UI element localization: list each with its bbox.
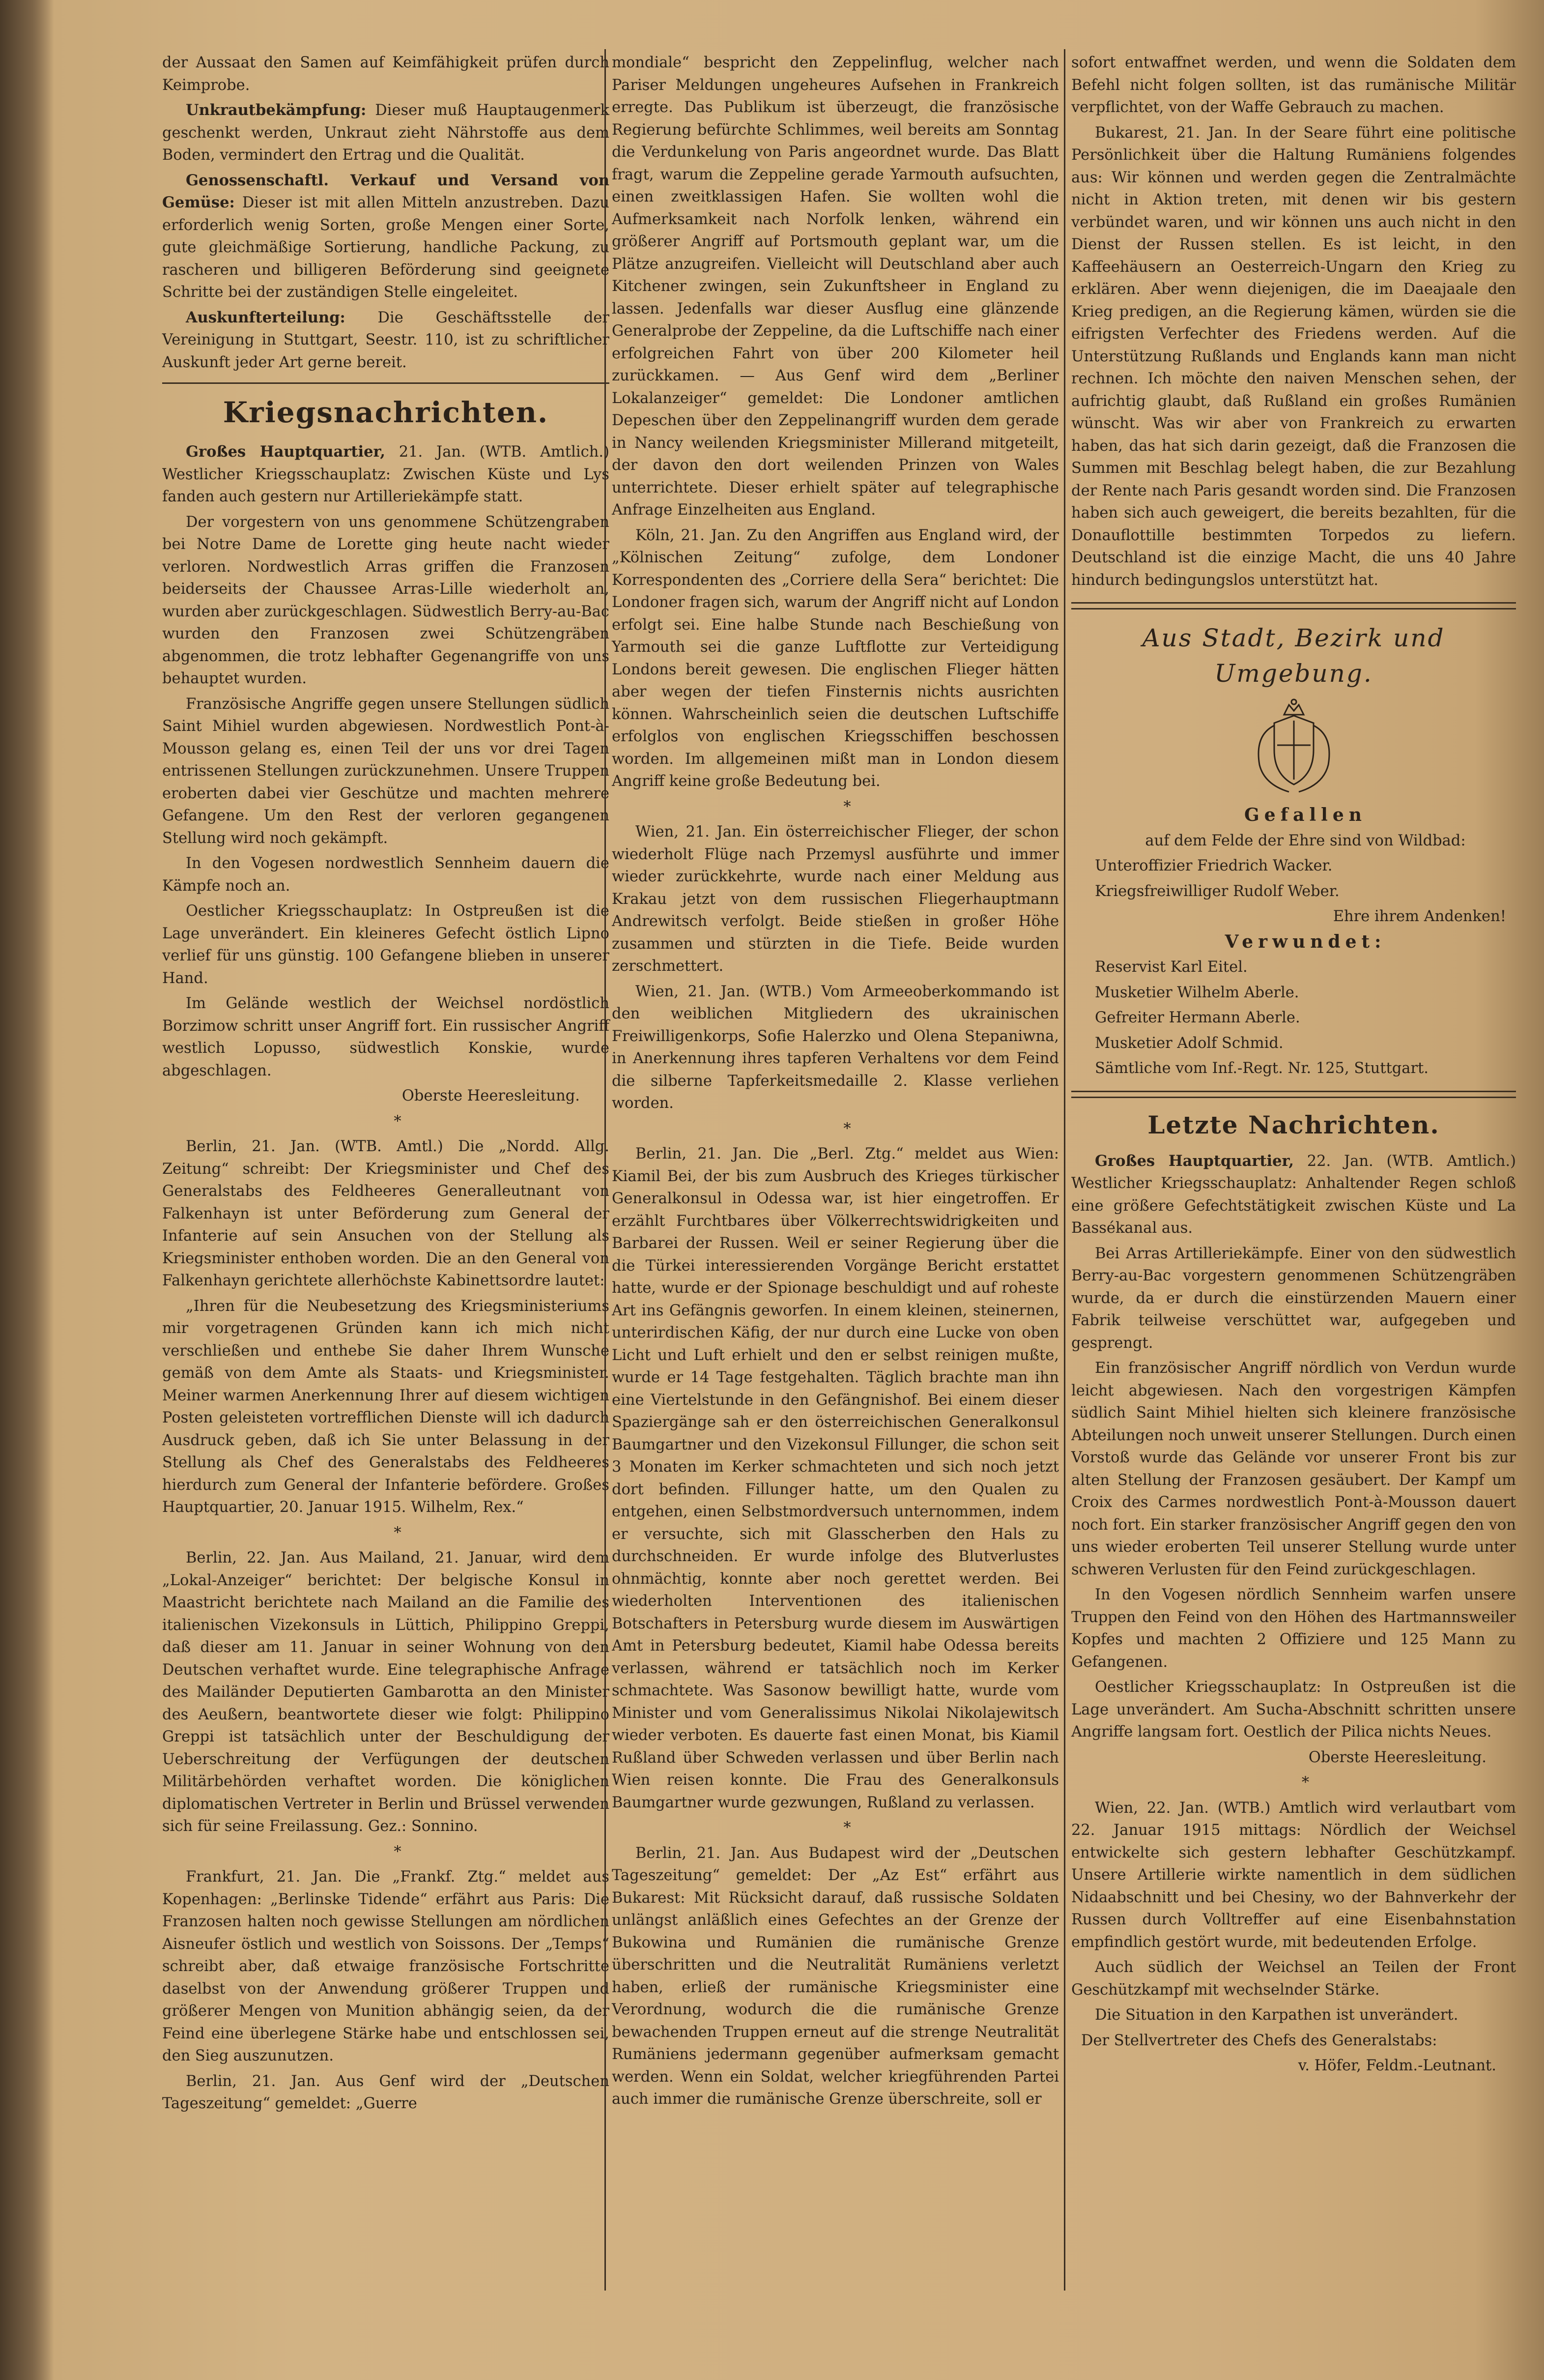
paragraph-text: 21. Jan. (WTB. Amtlich.) Westlicher Kriegsschauplatz: Zwischen Küste und Lys fanden auch gestern nur Artilleriekämpfe statt.: [162, 443, 609, 505]
separator-star: *: [843, 798, 851, 815]
paragraph: Wien, 21. Jan. Ein österreichischer Flieger, der schon wiederholt Flüge nach Przemysl ausführte und immer wieder zurückkehrte, wurde nach einer Meldung aus Krakau jetzt von dem russischen Fliegerhauptmann Andrewitsch verfolgt. Beide stießen in großer Höhe zusammen und stürzten in die Tiefe. Beide wurden zerschmettert.: [612, 823, 1059, 975]
section-rule: [162, 382, 609, 384]
paragraph: Auch südlich der Weichsel an Teilen der Front Geschützkampf mit wechselnder Stärke.: [1071, 1959, 1516, 1999]
separator-star: *: [394, 1843, 401, 1860]
column-1: [162, 52, 609, 2118]
column-3: [1071, 52, 1516, 2080]
paragraph: Oestlicher Kriegsschauplatz: In Ostpreußen ist die Lage unverändert. Am Sucha-Abschnitt schritten unsere Angriffe langsam fort. Oestlich der Pilica nichts Neues.: [1071, 1679, 1516, 1741]
paragraph: [162, 441, 609, 508]
paragraph: sofort entwaffnet werden, und wenn die Soldaten dem Befehl nicht folgen sollten, ist das rumänische Militär verpflichtet, von der Waffe Gebrauch zu machen.: [1071, 54, 1516, 116]
paragraph: In den Vogesen nordwestlich Sennheim dauern die Kämpfe noch an.: [162, 855, 609, 895]
list-item: Musketier Wilhelm Aberle.: [1095, 984, 1299, 1001]
paragraph: Die Situation in den Karpathen ist unverändert.: [1095, 2006, 1458, 2024]
paragraph: [162, 99, 609, 167]
honor-line: Ehre ihrem Andenken!: [1333, 908, 1506, 925]
paragraph: Wien, 21. Jan. (WTB.) Vom Armeeoberkommando ist den weiblichen Mitgliedern des ukrainischen Freiwilligenkorps, Sofie Halerzko und Olena Stepaniwna, in Anerkennung ihres tapferen Verhaltens vor dem Feind die silberne Tapferkeitsmedaille 2. Klasse verliehen worden.: [612, 983, 1059, 1112]
paragraph: „Ihren für die Neubesetzung des Kriegsministeriums mir vorgetragenen Gründen kann ich mich nicht verschließen und enthebe Sie daher Ihrem Wunsche gemäß von dem Amte als Staats- und Kriegsminister. Meiner warmen Anerkennung Ihrer auf diesem wichtigen Posten geleisteten vortrefflichen Dienste will ich dadurch Ausdruck geben, daß ich Sie unter Belassung in der Stellung als Chef des Generalstabs des Feldheeres hierdurch zum General der Infanterie befördere. Großes Hauptquartier, 20. Januar 1915. Wilhelm, Rex.“: [162, 1297, 609, 1516]
paragraph: der Aussaat den Samen auf Keimfähigkeit prüfen durch Keimprobe.: [162, 54, 609, 94]
paragraph-text: Dieser muß Hauptaugenmerk geschenkt werden, Unkraut zieht Nährstoffe aus dem Boden, vermindert den Ertrag und die Qualität.: [162, 102, 609, 164]
list-item: Reservist Karl Eitel.: [1095, 958, 1248, 976]
signature: Oberste Heeresleitung.: [401, 1087, 580, 1104]
paragraph: Ein französischer Angriff nördlich von Verdun wurde leicht abgewiesen. Nach den vorgestrigen Kämpfen südlich Saint Mihiel hielten sich kleinere französische Abteilungen noch unweit unserer Stellungen. Durch einen Vorstoß wurde das Gelände vor unserer Front bis zur alten Stellung der Franzosen gesäubert. Der Kampf um Croix des Carmes nordwestlich Pont-à-Mousson dauert noch fort. Ein starker französischer Angriff gegen den von uns wieder eroberten Teil unserer Stellung wurde unter schweren Verlusten für den Feind zurückgeschlagen.: [1071, 1360, 1516, 1578]
paragraph-text: Dieser ist mit allen Mitteln anzustreben. Dazu erforderlich wenig Sorten, große Mengen einer Sorte, gute gleichmäßige Sortierung, handliche Packung, zu rascheren und billigeren Beförderung sind geeignete Schritte bei der zuständigen Stelle eingeleitet.: [162, 194, 610, 301]
verwundet-title: Verwundet:: [1225, 931, 1386, 952]
list-item: Kriegsfreiwilliger Rudolf Weber.: [1095, 882, 1340, 900]
paragraph: Im Gelände westlich der Weichsel nordöstlich Borzimow schritt unser Angriff fort. Ein russischer Angriff westlich Lopusso, südwestlich Konskie, wurde abgeschlagen.: [162, 995, 609, 1079]
paragraph-lead: Großes Hauptquartier,: [1095, 1152, 1294, 1170]
paragraph: Wien, 22. Jan. (WTB.) Amtlich wird verlautbart vom 22. Januar 1915 mittags: Nördlich der Weichsel entwickelte sich gestern lebhafter Geschützkampf. Unsere Artillerie wirkte namentlich in dem südlichen Nidaabschnitt und bei Chesiny, wo der Bahnverkehr der Russen durch Volltreffer auf eine Eisenbahnstation empfindlich gestört wurde, mit bedeutenden Erfolge.: [1071, 1799, 1516, 1951]
paragraph: Frankfurt, 21. Jan. Die „Frankf. Ztg.“ meldet aus Kopenhagen: „Berlinske Tidende“ erfährt aus Paris: Die Franzosen halten noch gewisse Stellungen am nördlichen Aisneufer östlich und westlich von Soissons. Der „Temps“ schreibt aber, daß etwaige französische Fortschritte daselbst von der Anwendung größerer Truppen und größerer Mengen von Munition abhängig seien, da der Feind eine überlegene Stärke habe und entschlossen sei, den Sieg auszunutzen.: [162, 1868, 609, 2064]
paragraph: [162, 170, 609, 304]
paragraph: mondiale“ bespricht den Zeppelinflug, welcher nach Pariser Meldungen ungeheures Aufsehen in Frankreich erregte. Das Publikum ist überzeugt, die französische Regierung befürchte Schlimmes, weil bereits am Sonntag die Verdunkelung von Paris angeordnet wurde. Das Blatt fragt, warum die Zeppeline gerade Yarmouth aufsuchten, einen zweitklassigen Hafen. Sie wollten wohl die Aufmerksamkeit nach Norfolk lenken, während ein größerer Angriff auf Portsmouth geplant war, um die Plätze anzugreifen. Vielleicht will Deutschland aber auch Kitchener zwingen, sein Zukunftsheer in England zu lassen. Jedenfalls war dieser Ausflug eine glänzende Generalprobe der Zeppeline, da die Luftschiffe nach einer erfolgreichen Fahrt von über 200 Kilometer heil zurückkamen. — Aus Genf wird dem „Berliner Lokalanzeiger“ gemeldet: Die Londoner amtlichen Depeschen über den Zeppelinangriff wurden dem gerade in Nancy weilenden Kriegsminister Millerand mitgeteilt, der davon den dort weilenden Prinzen von Wales unterrichtete. Dieser erhielt später auf telegraphische Anfrage Einzelheiten aus England.: [612, 54, 1059, 519]
paragraph: Berlin, 21. Jan. (WTB. Amtl.) Die „Nordd. Allg. Zeitung“ schreibt: Der Kriegsminister und Chef des Generalstabs des Feldheeres Generalleutnant von Falkenhayn ist unter Beförderung zum General der Infanterie auf sein Ansuchen von der Stellung als Kriegsminister enthoben worden. Die an den General von Falkenhayn gerichtete allerhöchste Kabinettsordre lautet:: [162, 1138, 609, 1289]
paragraph: Oestlicher Kriegsschauplatz: In Ostpreußen ist die Lage unverändert. Ein kleineres Gefecht östlich Lipno verlief für uns günstig. 100 Gefangene blieben in unserer Hand.: [162, 902, 609, 987]
list-item: Sämtliche vom Inf.-Regt. Nr. 125, Stuttgart.: [1095, 1060, 1429, 1077]
signature: Oberste Heeresleitung.: [1308, 1748, 1487, 1766]
paragraph-lead: Großes Hauptquartier,: [186, 443, 385, 461]
paragraph: Berlin, 21. Jan. Aus Genf wird der „Deutschen Tageszeitung“ gemeldet: „Guerre: [162, 2072, 609, 2112]
paragraph-lead: Genossenschaftl. Verkauf und Versand von Gemüse:: [162, 171, 609, 211]
paragraph-lead: Auskunfterteilung:: [186, 308, 345, 326]
separator-star: *: [394, 1112, 401, 1130]
section-heading-last-news: Letzte Nachrichten.: [1147, 1110, 1440, 1139]
separator-star: *: [843, 1819, 851, 1836]
list-item: Unteroffizier Friedrich Wacker.: [1095, 857, 1333, 874]
list-item: Musketier Adolf Schmid.: [1095, 1034, 1284, 1052]
column-rule: [1064, 49, 1065, 2291]
binding-edge: [0, 0, 54, 2380]
paragraph: Bei Arras Artilleriekämpfe. Einer von den südwestlich Berry-au-Bac vorgestern genommenen Schützengräben wurde, da er durch die einstürzenden Mauern einer Fabrik teilweise verschüttet war, aufgegeben und gesprengt.: [1071, 1245, 1516, 1352]
separator-star: *: [394, 1524, 401, 1541]
paragraph: Berlin, 22. Jan. Aus Mailand, 21. Januar, wird dem „Lokal-Anzeiger“ berichtet: Der belgische Konsul in Maastricht berichtete nach Mailand an die Familie des italienischen Vizekonsuls in Lüttich, Philippino Greppi, daß dieser am 11. Januar in seiner Wohnung von den Deutschen verhaftet wurde. Eine telegraphische Anfrage des Mailänder Deputierten Gambarotta an den Minister des Aeußern, beantwortete dieser wie folgt: Philippino Greppi ist tatsächlich unter der Beschuldigung der Ueberschreitung der Verfügungen der deutschen Militärbehörden verhaftet worden. Die königlichen diplomatischen Vertreter in Berlin und Brüssel verwenden sich für seine Freilassung. Gez.: Sonnino.: [162, 1549, 609, 1835]
paragraph: Berlin, 21. Jan. Die „Berl. Ztg.“ meldet aus Wien: Kiamil Bei, der bis zum Ausbruch des Krieges türkischer Generalkonsul in Odessa war, ist hier eingetroffen. Er erzählt Furchtbares über Völkerrechtswidrigkeiten und Barbarei der Russen. Weil er seiner Regierung über die die Türkei interessierenden Vorgänge Bericht erstattet hatte, wurde er der Spionage beschuldigt und auf roheste Art ins Gefängnis geworfen. In einem kleinen, steinernen, unterirdischen Käfig, der nur durch eine Lucke von oben Licht und Luft erhielt und den er selbst reinigen mußte, wurde er 14 Tage festgehalten. Täglich brachte man ihn eine Viertelstunde in den Gefängnishof. Bei einem dieser Spaziergänge sah er den österreichischen Generalkonsul Baumgartner und den Vizekonsul Fillunger, die schon seit 3 Monaten im Kerker schmachteten und sich noch jetzt dort befinden. Fillunger hatte, um den Qualen zu entgehen, einen Selbstmordversuch unternommen, indem er versuchte, sich mit Glasscherben den Hals zu durchschneiden. Er wurde infolge des Blutverlustes ohnmächtig, konnte aber noch gerettet werden. Bei wiederholten Interventionen des italienischen Botschafters in Petersburg wurde diesem im Auswärtigen Amt in Petersburg bedeutet, Kiamil habe Odessa bereits verlassen, während er tatsächlich noch im Kerker schmachtete. Was Sasonow bewilligt hatte, wurde vom Minister und vom Generalissimus Nikolai Nikolajewitsch wieder verboten. Es dauerte fast einen Monat, bis Kiamil Rußland über Schweden verlassen und über Berlin nach Wien reisen konnte. Die Frau des Generalkonsuls Baumgartner wurde gezwungen, Rußland zu verlassen.: [612, 1145, 1059, 1811]
paragraph: Der vorgestern von uns genommene Schützengraben bei Notre Dame de Lorette ging heute nacht wieder verloren. Nordwestlich Arras griffen die Franzosen beiderseits der Chaussee Arras-Lille wiederholt an, wurden aber zurückgeschlagen. Südwestlich Berry-au-Bac wurden den Franzosen zwei Schützengräben abgenommen, die trotz lebhafter Gegenangriffe von uns behauptet wurden.: [162, 513, 609, 687]
list-item: Gefreiter Hermann Aberle.: [1095, 1009, 1300, 1026]
section-rule: [1071, 1091, 1516, 1098]
paragraph: [162, 307, 609, 374]
section-heading-kriegsnachrichten: Kriegsnachrichten.: [223, 396, 549, 429]
paragraph: Bukarest, 21. Jan. In der Seare führt eine politische Persönlichkeit über die Haltung Rumäniens folgendes aus: Wir können und werden gegen die Zentralmächte nicht in Aktion treten, mit denen wir bis gestern verbündet waren, und wir können uns auch nicht in den Dienst der Russen stellen. Es ist leicht, in den Kaffeehäusern an Oesterreich-Ungarn den Krieg zu erklären. Aber wenn diejenigen, die im Daeajaale den Krieg predigen, an die Regierung kämen, würden sie die eifrigsten Verfechter des Friedens werden. Auf die Unterstützung Rußlands und Englands kann man nicht rechnen. Ich möchte den naiven Menschen sehen, der aufrichtig glaubt, daß Rußland ein großes Rumänien wünscht. Was wir aber von Frankreich zu erwarten haben, das hat sich darin gezeigt, daß die Franzosen die Summen mit Beschlag belegt haben, die zur Bezahlung der Rente nach Paris gesandt worden sind. Die Franzosen haben sich auch geweigert, die bereits bezahlten, für die Donauflottille bestimmten Torpedos zu liefern. Deutschland ist die einzige Macht, die uns 40 Jahre hindurch bedingungslos unterstützt hat.: [1071, 124, 1516, 589]
signature: v. Höfer, Feldm.-Leutnant.: [1298, 2057, 1496, 2074]
column-2: [612, 52, 1059, 2114]
paragraph: Französische Angriffe gegen unsere Stellungen südlich Saint Mihiel wurden abgewiesen. Nordwestlich Pont-à-Mousson gelang es, einen Teil der uns vor drei Tagen entrissenen Stellungen zurückzunehmen. Unsere Truppen eroberten dabei vier Geschütze und machten mehrere Gefangene. Um den Rest der verloren gegangenen Stellung wird noch gekämpft.: [162, 695, 609, 847]
paragraph-lead: Unkrautbekämpfung:: [186, 101, 367, 119]
coat-of-arms-icon: [1245, 696, 1343, 799]
gefallen-subtitle: auf dem Felde der Ehre sind von Wildbad:: [1145, 832, 1466, 849]
paragraph: In den Vogesen nördlich Sennheim warfen unsere Truppen den Feind von den Höhen des Hartmannsweiler Kopfes und machten 2 Offiziere und 125 Mann zu Gefangenen.: [1071, 1586, 1516, 1671]
paragraph-text: 22. Jan. (WTB. Amtlich.) Westlicher Kriegsschauplatz: Anhaltender Regen schloß eine größere Gefechtstätigkeit zwischen Küste und La Bassékanal aus.: [1071, 1152, 1516, 1237]
section-rule: [1071, 602, 1516, 610]
paragraph: Berlin, 21. Jan. Aus Budapest wird der „Deutschen Tageszeitung“ gemeldet: Der „Az Est“ erfährt aus Bukarest: Mit Rücksicht darauf, daß russische Soldaten unlängst anläßlich eines Gefechtes an der Grenze der Bukowina und Rumänien die rumänische Grenze überschritten und die Neutralität Rumäniens verletzt haben, erließ der rumänische Kriegsminister eine Verordnung, wodurch die die rumänische Grenze bewachenden Truppen erneut auf die strenge Neutralität Rumäniens jedermann gegenüber aufmerksam gemacht werden. Wenn ein Soldat, welcher kriegführenden Partei auch immer die rumänische Grenze überschreite, soll er: [612, 1844, 1059, 2108]
section-heading-local: Aus Stadt, Bezirk und Umgebung.: [1142, 624, 1445, 688]
separator-star: *: [843, 1120, 851, 1137]
gefallen-title: Gefallen: [1244, 805, 1367, 825]
paragraph: Köln, 21. Jan. Zu den Angriffen aus England wird, der „Kölnischen Zeitung“ zufolge, dem Londoner Korrespondenten des „Corriere della Sera“ berichtet: Die Londoner fragen sich, warum der Angriff nicht auf London erfolgt sei. Eine halbe Stunde nach Beschießung von Yarmouth sei die ganze Luftflotte zur Verteidigung Londons bereit gewesen. Die englischen Flieger hätten aber wegen der tiefen Finsternis nichts ausrichten können. Wahrscheinlich seien die deutschen Luftschiffe erfolglos von englischen Kriegsschiffen beschossen worden. Im allgemeinen mißt man in London diesem Angriff keine große Bedeutung bei.: [612, 526, 1059, 790]
paragraph-text: Die Geschäftsstelle der Vereinigung in Stuttgart, Seestr. 110, ist zu schriftlicher Auskunft jeder Art gerne bereit.: [162, 309, 609, 371]
signature: Der Stellvertreter des Chefs des Generalstabs:: [1081, 2032, 1437, 2049]
separator-star: *: [1301, 1774, 1310, 1791]
paragraph: [1071, 1150, 1516, 1240]
